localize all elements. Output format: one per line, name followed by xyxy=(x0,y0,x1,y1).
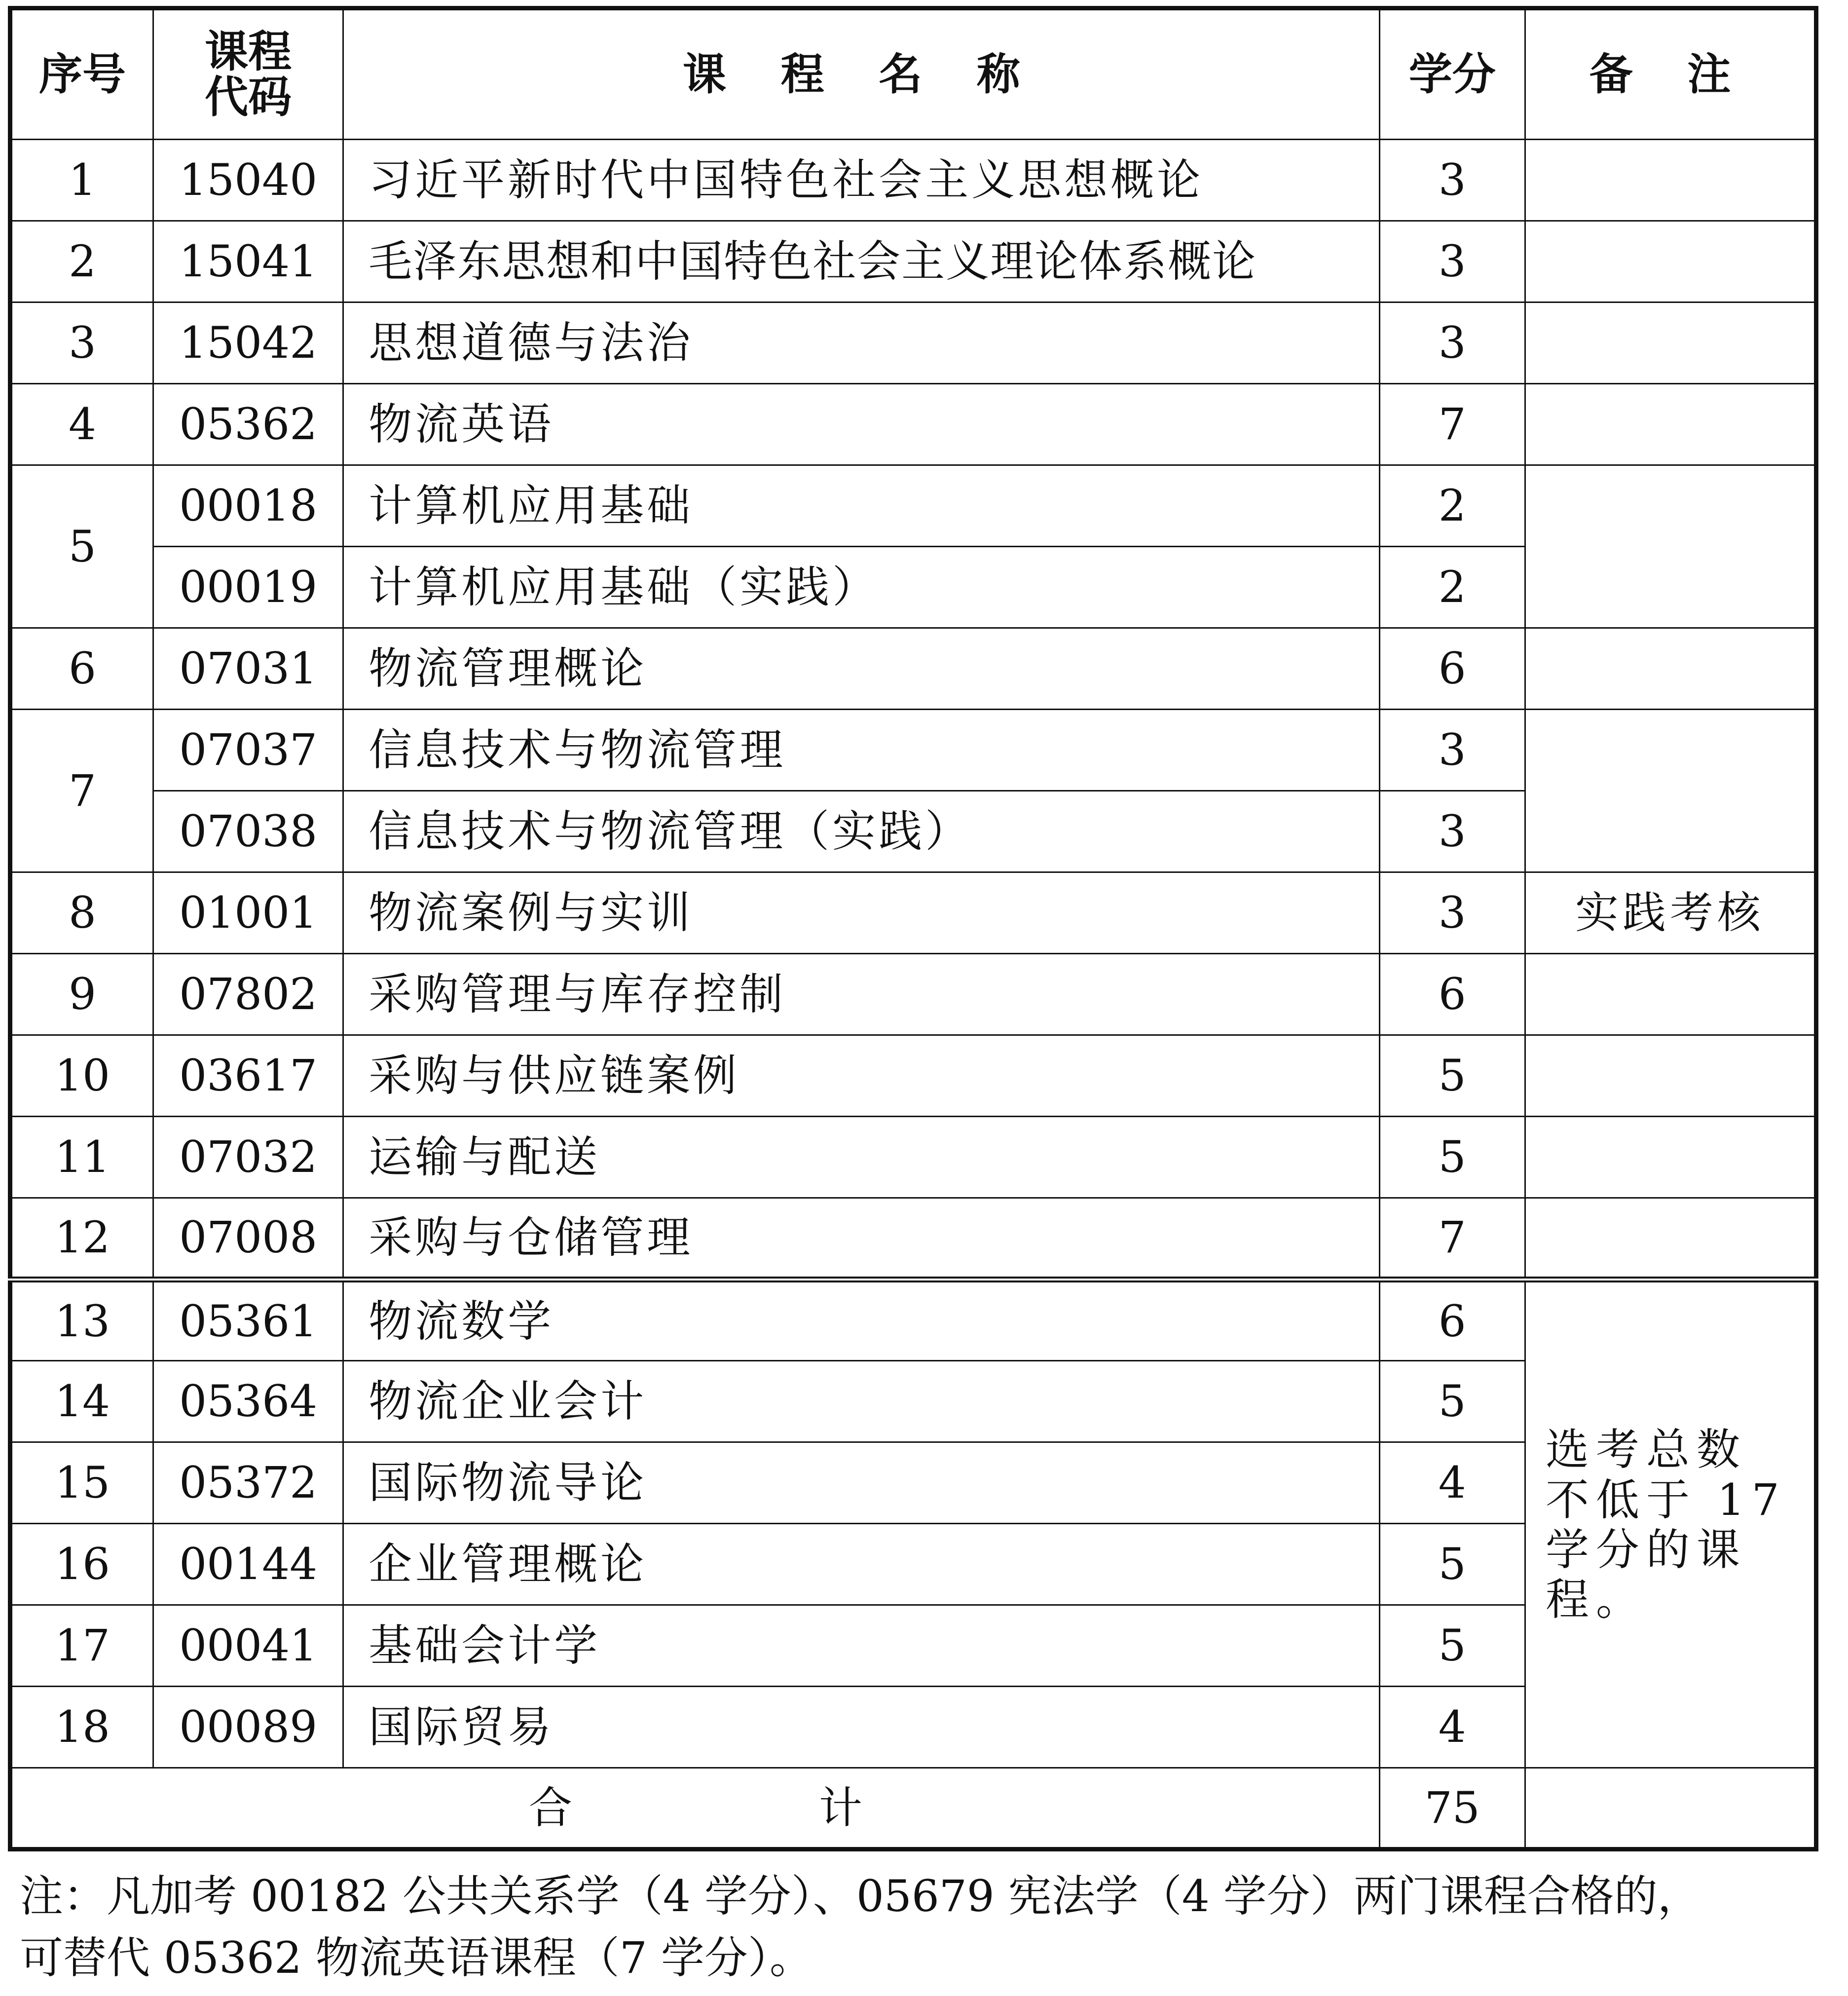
credits-cell: 3 xyxy=(1379,221,1525,302)
credits-cell: 6 xyxy=(1379,628,1525,710)
credits-cell: 3 xyxy=(1379,872,1525,954)
seq-cell: 8 xyxy=(10,872,153,954)
name-cell: 基础会计学 xyxy=(343,1605,1380,1687)
table-row xyxy=(10,1198,1816,1280)
seq-cell: 5 xyxy=(10,465,153,628)
name-cell: 物流企业会计 xyxy=(343,1361,1380,1442)
header-code xyxy=(153,8,343,140)
name-cell: 信息技术与物流管理 xyxy=(343,710,1380,791)
table-row xyxy=(10,1035,1816,1117)
name-cell: 采购与仓储管理 xyxy=(343,1198,1380,1280)
total-credits: 75 xyxy=(1379,1768,1525,1849)
name-cell: 运输与配送 xyxy=(343,1117,1380,1198)
remark-cell xyxy=(1525,1198,1816,1280)
credits-cell: 2 xyxy=(1379,465,1525,547)
name-cell: 国际贸易 xyxy=(343,1687,1380,1768)
code-cell: 00019 xyxy=(153,547,343,628)
code-cell: 00018 xyxy=(153,465,343,547)
credits-cell: 7 xyxy=(1379,1198,1525,1280)
code-cell: 15042 xyxy=(153,302,343,384)
name-cell: 计算机应用基础 xyxy=(343,465,1380,547)
code-cell: 05364 xyxy=(153,1361,343,1442)
remark-cell xyxy=(1525,302,1816,384)
name-cell: 企业管理概论 xyxy=(343,1524,1380,1605)
code-cell: 07802 xyxy=(153,954,343,1035)
name-cell: 物流案例与实训 xyxy=(343,872,1380,954)
header-remark xyxy=(1525,8,1816,140)
code-cell: 05361 xyxy=(153,1280,343,1361)
seq-cell: 17 xyxy=(10,1605,153,1687)
name-cell: 采购与供应链案例 xyxy=(343,1035,1380,1117)
credits-cell: 2 xyxy=(1379,547,1525,628)
code-cell: 07037 xyxy=(153,710,343,791)
footnote-line-2: 可替代 05362 物流英语课程（7 学分）。 xyxy=(20,1932,813,1983)
table-row xyxy=(10,1280,1816,1361)
seq-cell: 6 xyxy=(10,628,153,710)
name-cell: 信息技术与物流管理（实践） xyxy=(343,791,1380,872)
course-table xyxy=(8,6,1818,1851)
seq-cell: 15 xyxy=(10,1442,153,1524)
code-cell: 07032 xyxy=(153,1117,343,1198)
code-cell: 00089 xyxy=(153,1687,343,1768)
table-row xyxy=(10,465,1816,547)
credits-cell: 3 xyxy=(1379,710,1525,791)
header-code-line2: 代码 xyxy=(205,72,292,122)
credits-cell: 7 xyxy=(1379,384,1525,465)
credits-cell: 4 xyxy=(1379,1442,1525,1524)
code-cell: 07038 xyxy=(153,791,343,872)
remark-cell xyxy=(1525,1117,1816,1198)
remark-cell xyxy=(1525,465,1816,628)
name-cell: 国际物流导论 xyxy=(343,1442,1380,1524)
name-cell: 思想道德与法治 xyxy=(343,302,1380,384)
code-cell: 05372 xyxy=(153,1442,343,1524)
seq-cell: 11 xyxy=(10,1117,153,1198)
remark-cell xyxy=(1525,710,1816,872)
seq-cell: 13 xyxy=(10,1280,153,1361)
code-cell: 07008 xyxy=(153,1198,343,1280)
table-row xyxy=(10,221,1816,302)
table-row xyxy=(10,140,1816,221)
credits-cell: 5 xyxy=(1379,1524,1525,1605)
credits-cell: 5 xyxy=(1379,1605,1525,1687)
remark-cell xyxy=(1525,221,1816,302)
header-name-text: 课 程 名 称 xyxy=(682,49,1040,100)
name-cell: 毛泽东思想和中国特色社会主义理论体系概论 xyxy=(343,221,1380,302)
credits-cell: 4 xyxy=(1379,1687,1525,1768)
remark-cell xyxy=(1525,140,1816,221)
table-row xyxy=(10,954,1816,1035)
code-cell: 15040 xyxy=(153,140,343,221)
credits-cell: 3 xyxy=(1379,302,1525,384)
code-cell: 03617 xyxy=(153,1035,343,1117)
remark-elective-rule: 选考总数不低于 17 学分的课程。 xyxy=(1525,1280,1816,1768)
credits-cell: 5 xyxy=(1379,1117,1525,1198)
remark-cell xyxy=(1525,628,1816,710)
name-cell: 物流管理概论 xyxy=(343,628,1380,710)
remark-cell xyxy=(1525,384,1816,465)
remark-cell xyxy=(1525,1768,1816,1849)
header-remark-text: 备 注 xyxy=(1589,49,1751,100)
seq-cell: 7 xyxy=(10,710,153,872)
seq-cell: 2 xyxy=(10,221,153,302)
total-label: 合计 xyxy=(528,1782,1109,1833)
credits-cell: 5 xyxy=(1379,1361,1525,1442)
code-cell: 15041 xyxy=(153,221,343,302)
code-cell: 00144 xyxy=(153,1524,343,1605)
seq-cell: 16 xyxy=(10,1524,153,1605)
table-row xyxy=(10,302,1816,384)
footnote-line-1: 注：凡加考 00182 公共关系学（4 学分）、05679 宪法学（4 学分）两门课程合格的， xyxy=(20,1871,1701,1921)
header-seq: 序号 xyxy=(10,8,153,140)
header-name xyxy=(343,8,1380,140)
seq-cell: 12 xyxy=(10,1198,153,1280)
seq-cell: 18 xyxy=(10,1687,153,1768)
header-credits: 学分 xyxy=(1379,8,1525,140)
remark-practice-exam: 实践考核 xyxy=(1525,872,1816,954)
name-cell: 习近平新时代中国特色社会主义思想概论 xyxy=(343,140,1380,221)
name-cell: 采购管理与库存控制 xyxy=(343,954,1380,1035)
credits-cell: 3 xyxy=(1379,791,1525,872)
seq-cell: 1 xyxy=(10,140,153,221)
code-cell: 05362 xyxy=(153,384,343,465)
seq-cell: 14 xyxy=(10,1361,153,1442)
remark-cell xyxy=(1525,1035,1816,1117)
total-label-cell xyxy=(10,1768,1380,1849)
credits-cell: 6 xyxy=(1379,954,1525,1035)
name-cell: 物流数学 xyxy=(343,1280,1380,1361)
table-row xyxy=(10,384,1816,465)
header-code-line1: 课程 xyxy=(205,26,292,77)
seq-cell: 9 xyxy=(10,954,153,1035)
credits-cell: 3 xyxy=(1379,140,1525,221)
total-row xyxy=(10,1768,1816,1849)
remark-cell xyxy=(1525,954,1816,1035)
seq-cell: 4 xyxy=(10,384,153,465)
name-cell: 物流英语 xyxy=(343,384,1380,465)
credits-cell: 5 xyxy=(1379,1035,1525,1117)
code-cell: 07031 xyxy=(153,628,343,710)
name-cell: 计算机应用基础（实践） xyxy=(343,547,1380,628)
seq-cell: 3 xyxy=(10,302,153,384)
seq-cell: 10 xyxy=(10,1035,153,1117)
code-cell: 00041 xyxy=(153,1605,343,1687)
table-row xyxy=(10,710,1816,791)
table-row xyxy=(10,1117,1816,1198)
code-cell: 01001 xyxy=(153,872,343,954)
table-header-row xyxy=(10,8,1816,140)
table-row xyxy=(10,628,1816,710)
credits-cell: 6 xyxy=(1379,1280,1525,1361)
table-row xyxy=(10,872,1816,954)
